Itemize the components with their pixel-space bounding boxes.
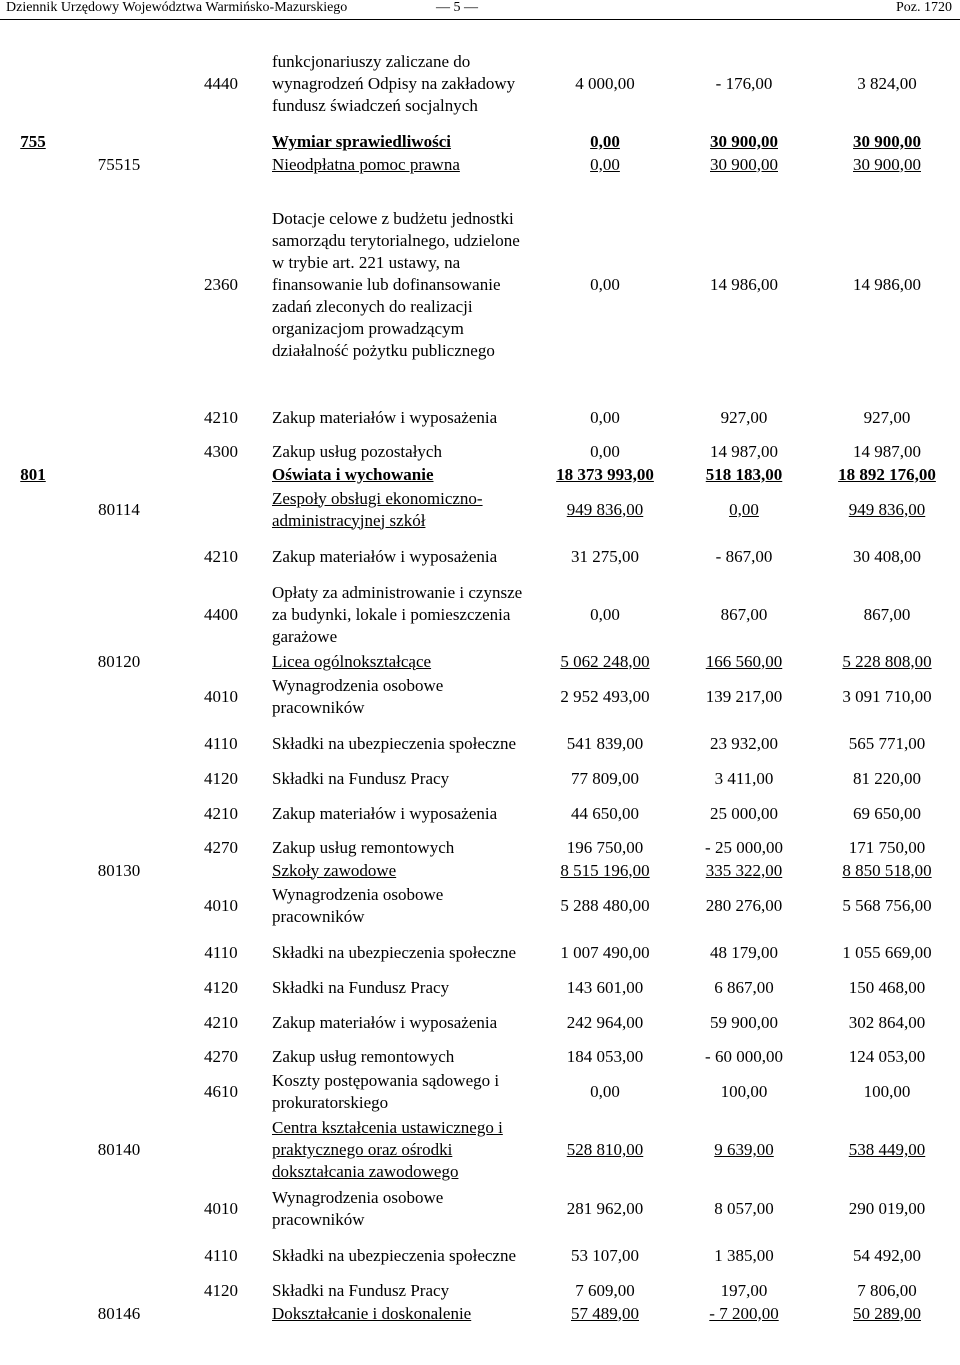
rozdzial-cell: 80114 <box>98 499 140 519</box>
amount-before-cell: 0,00 <box>590 1081 620 1101</box>
name-cell: funkcjonariuszy zaliczane do wynagrodzeń Odpisy na zakładowy fundusz świadczeń socjalnych <box>272 52 516 115</box>
amount-before-cell: 2 952 493,00 <box>560 686 650 706</box>
rozdzial-cell <box>66 533 172 580</box>
rozdzial-cell <box>66 1046 172 1068</box>
paragraf-cell: 4110 <box>204 733 238 753</box>
amount-before-cell: 281 962,00 <box>566 1198 644 1218</box>
amount-change-cell: 59 900,00 <box>710 1012 778 1032</box>
amount-before-cell: 53 107,00 <box>571 1245 639 1265</box>
dzial-cell: 801 <box>20 464 46 484</box>
rozdzial-cell <box>66 463 172 486</box>
dzial-cell <box>0 720 66 767</box>
table-row <box>0 929 960 976</box>
dzial-cell <box>0 176 66 394</box>
table-row <box>0 1068 960 1115</box>
amount-before-cell: 44 650,00 <box>571 803 639 823</box>
paragraf-cell <box>172 1115 270 1185</box>
table-row <box>0 463 960 486</box>
name-cell: Wynagrodzenia osobowe pracowników <box>272 884 444 926</box>
amount-after-cell: 538 449,00 <box>848 1140 926 1159</box>
amount-before-cell: 949 836,00 <box>566 499 644 519</box>
table-row <box>0 999 960 1046</box>
rozdzial-cell <box>66 176 172 394</box>
amount-after-cell: 50 289,00 <box>853 1303 921 1323</box>
amount-after-cell: 1 055 669,00 <box>842 942 932 962</box>
amount-before-cell: 242 964,00 <box>566 1012 644 1032</box>
budget-rows <box>0 38 960 1325</box>
amount-before-cell: 5 062 248,00 <box>560 651 650 671</box>
name-cell: Oświata i wychowanie <box>272 464 434 484</box>
dzial-cell <box>0 859 66 882</box>
amount-change-cell: 9 639,00 <box>714 1140 774 1159</box>
amount-change-cell: 1 385,00 <box>714 1245 774 1265</box>
amount-change-cell: 197,00 <box>720 1280 768 1300</box>
amount-before-cell: 31 275,00 <box>571 546 639 566</box>
amount-before-cell: 0,00 <box>590 154 620 174</box>
amount-before-cell: 196 750,00 <box>566 838 644 857</box>
name-cell: Szkoły zawodowe <box>272 860 397 880</box>
rozdzial-cell: 80120 <box>97 651 141 671</box>
name-cell: Dotacje celowe z budżetu jednostki samorządu terytorialnego, udzielone w trybie art. 221 ustawy, na finansowanie lub dofinansowanie zadań zleconych do realizacji organizacjom prowadzącym działalność pożytku publicznego <box>272 209 520 360</box>
table-row <box>0 176 960 394</box>
amount-after-cell: 7 806,00 <box>857 1280 917 1300</box>
rozdzial-cell <box>66 882 172 929</box>
paragraf-cell: 4440 <box>204 74 238 93</box>
paragraf-cell: 4120 <box>204 1280 238 1300</box>
dzial-cell <box>0 1046 66 1068</box>
name-cell: Składki na ubezpieczenia społeczne <box>272 1245 517 1265</box>
rozdzial-cell <box>66 837 172 859</box>
dzial-cell <box>0 790 66 837</box>
name-cell: Wymiar sprawiedliwości <box>272 131 451 151</box>
budget-table <box>0 38 960 1325</box>
name-cell: Zakup materiałów i wyposażenia <box>272 407 498 427</box>
paragraf-cell: 4010 <box>204 895 238 915</box>
dzial-cell <box>0 673 66 720</box>
paragraf-cell: 4300 <box>204 442 238 461</box>
table-row <box>0 837 960 859</box>
paragraf-cell: 4010 <box>204 1198 238 1218</box>
paragraf-cell: 4270 <box>204 838 238 857</box>
amount-after-cell: 18 892 176,00 <box>838 464 936 484</box>
amount-change-cell: 6 867,00 <box>714 977 774 997</box>
amount-after-cell: 14 987,00 <box>853 442 921 461</box>
amount-before-cell: 528 810,00 <box>566 1140 644 1159</box>
amount-change-cell: 23 932,00 <box>710 733 778 753</box>
amount-before-cell: 541 839,00 <box>566 733 644 753</box>
table-row <box>0 533 960 580</box>
paragraf-cell: 2360 <box>204 275 238 294</box>
table-row <box>0 580 960 650</box>
amount-change-cell: - 25 000,00 <box>705 838 783 857</box>
table-row <box>0 790 960 837</box>
journal-title: Dziennik Urzędowy Województwa Warmińsko-Mazurskiego <box>6 0 348 15</box>
dzial-cell: 755 <box>20 131 46 151</box>
dzial-cell <box>0 1115 66 1185</box>
dzial-cell <box>0 1068 66 1115</box>
dzial-cell <box>0 767 66 790</box>
name-cell: Składki na ubezpieczenia społeczne <box>272 733 517 753</box>
amount-change-cell: 100,00 <box>720 1081 768 1101</box>
paragraf-cell: 4120 <box>204 768 238 788</box>
rozdzial-cell <box>66 1068 172 1115</box>
name-cell: Wynagrodzenia osobowe pracowników <box>272 1187 444 1229</box>
amount-after-cell: 30 900,00 <box>853 131 921 151</box>
amount-after-cell: 949 836,00 <box>848 499 926 519</box>
rozdzial-cell: 80146 <box>97 1303 141 1323</box>
rozdzial-cell <box>66 1232 172 1279</box>
name-cell: Opłaty za administrowanie i czynsze za budynki, lokale i pomieszczenia garażowe <box>272 583 523 646</box>
rozdzial-cell <box>66 720 172 767</box>
amount-change-cell: 14 987,00 <box>710 442 778 461</box>
name-cell: Zakup materiałów i wyposażenia <box>272 546 498 566</box>
paragraf-cell <box>172 153 270 176</box>
amount-after-cell: 5 568 756,00 <box>842 895 932 915</box>
rozdzial-cell <box>66 767 172 790</box>
paragraf-cell: 4010 <box>204 686 238 706</box>
paragraf-cell: 4210 <box>204 546 238 566</box>
paragraf-cell <box>172 486 270 533</box>
dzial-cell <box>0 837 66 859</box>
name-cell: Składki na Fundusz Pracy <box>272 768 450 788</box>
position-number: Poz. 1720 <box>896 0 952 15</box>
amount-change-cell: 25 000,00 <box>710 803 778 823</box>
amount-before-cell: 0,00 <box>590 131 620 151</box>
table-row <box>0 130 960 153</box>
dzial-cell <box>0 999 66 1046</box>
name-cell: Składki na ubezpieczenia społeczne <box>272 942 517 962</box>
amount-change-cell: 30 900,00 <box>710 154 778 174</box>
rozdzial-cell: 80130 <box>97 860 141 880</box>
name-cell: Zakup usług remontowych <box>272 1047 455 1066</box>
dzial-cell <box>0 38 66 130</box>
dzial-cell <box>0 1232 66 1279</box>
dzial-cell <box>0 580 66 650</box>
amount-after-cell: 8 850 518,00 <box>842 860 932 880</box>
page-header <box>0 0 960 20</box>
amount-change-cell: 30 900,00 <box>710 131 778 151</box>
amount-change-cell: 518 183,00 <box>705 464 783 484</box>
rozdzial-cell <box>66 130 172 153</box>
paragraf-cell: 4210 <box>204 407 238 427</box>
dzial-cell <box>0 882 66 929</box>
amount-after-cell: 69 650,00 <box>853 803 921 823</box>
table-row <box>0 1115 960 1185</box>
name-cell: Licea ogólnokształcące <box>272 651 432 671</box>
name-cell: Składki na Fundusz Pracy <box>272 1280 450 1300</box>
paragraf-cell <box>172 130 270 153</box>
amount-change-cell: - 867,00 <box>715 546 773 566</box>
amount-before-cell: 7 609,00 <box>575 1280 635 1300</box>
paragraf-cell: 4270 <box>204 1047 238 1066</box>
dzial-cell <box>0 1279 66 1302</box>
table-row <box>0 38 960 130</box>
dzial-cell <box>0 441 66 463</box>
amount-before-cell: 4 000,00 <box>575 74 635 93</box>
amount-after-cell: 3 091 710,00 <box>842 686 932 706</box>
table-row <box>0 882 960 929</box>
rozdzial-cell: 80140 <box>97 1140 141 1159</box>
rozdzial-cell <box>66 929 172 976</box>
dzial-cell <box>0 929 66 976</box>
rozdzial-cell <box>66 673 172 720</box>
dzial-cell <box>0 976 66 999</box>
table-row <box>0 673 960 720</box>
table-row <box>0 486 960 533</box>
name-cell: Składki na Fundusz Pracy <box>272 977 450 997</box>
amount-after-cell: 100,00 <box>863 1081 911 1101</box>
name-cell: Wynagrodzenia osobowe pracowników <box>272 675 444 717</box>
name-cell: Zakup materiałów i wyposażenia <box>272 803 498 823</box>
amount-after-cell: 81 220,00 <box>853 768 921 788</box>
rozdzial-cell <box>66 394 172 441</box>
amount-after-cell: 124 053,00 <box>848 1047 926 1066</box>
dzial-cell <box>0 394 66 441</box>
rozdzial-cell <box>66 580 172 650</box>
table-row <box>0 1279 960 1302</box>
table-row <box>0 650 960 673</box>
amount-before-cell: 18 373 993,00 <box>556 464 654 484</box>
amount-after-cell: 565 771,00 <box>848 733 926 753</box>
paragraf-cell <box>172 463 270 486</box>
amount-after-cell: 54 492,00 <box>853 1245 921 1265</box>
amount-before-cell: 8 515 196,00 <box>560 860 650 880</box>
paragraf-cell <box>172 859 270 882</box>
paragraf-cell: 4110 <box>204 1245 238 1265</box>
amount-before-cell: 0,00 <box>590 442 620 461</box>
amount-after-cell: 3 824,00 <box>857 74 917 93</box>
rozdzial-cell <box>66 999 172 1046</box>
amount-change-cell: 867,00 <box>720 605 768 624</box>
amount-after-cell: 290 019,00 <box>848 1198 926 1218</box>
paragraf-cell: 4210 <box>204 803 238 823</box>
rozdzial-cell <box>66 976 172 999</box>
amount-before-cell: 0,00 <box>590 407 620 427</box>
table-row <box>0 1046 960 1068</box>
table-row <box>0 976 960 999</box>
amount-change-cell: - 60 000,00 <box>705 1047 783 1066</box>
table-row <box>0 441 960 463</box>
paragraf-cell: 4610 <box>204 1081 238 1101</box>
name-cell: Dokształcanie i doskonalenie <box>272 1303 472 1323</box>
table-row <box>0 153 960 176</box>
amount-after-cell: 171 750,00 <box>848 838 926 857</box>
amount-after-cell: 14 986,00 <box>853 275 921 294</box>
table-row <box>0 1302 960 1325</box>
table-row <box>0 767 960 790</box>
dzial-cell <box>0 1302 66 1325</box>
rozdzial-cell <box>66 38 172 130</box>
amount-before-cell: 77 809,00 <box>571 768 639 788</box>
amount-after-cell: 30 900,00 <box>853 154 921 174</box>
paragraf-cell <box>172 1302 270 1325</box>
amount-after-cell: 150 468,00 <box>848 977 926 997</box>
amount-change-cell: 14 986,00 <box>710 275 778 294</box>
paragraf-cell: 4120 <box>204 977 238 997</box>
amount-after-cell: 867,00 <box>863 605 911 624</box>
amount-change-cell: 335 322,00 <box>705 860 783 880</box>
paragraf-cell <box>172 650 270 673</box>
name-cell: Zakup usług remontowych <box>272 838 455 857</box>
paragraf-cell: 4210 <box>204 1012 238 1032</box>
amount-change-cell: 0,00 <box>729 499 759 519</box>
rozdzial-cell <box>66 1185 172 1232</box>
rozdzial-cell: 75515 <box>97 154 141 174</box>
amount-before-cell: 5 288 480,00 <box>560 895 650 915</box>
table-row <box>0 859 960 882</box>
amount-before-cell: 57 489,00 <box>571 1303 639 1323</box>
amount-before-cell: 1 007 490,00 <box>560 942 650 962</box>
dzial-cell <box>0 533 66 580</box>
amount-after-cell: 30 408,00 <box>853 546 921 566</box>
table-row <box>0 720 960 767</box>
table-row <box>0 394 960 441</box>
name-cell: Koszty postępowania sądowego i prokuratorskiego <box>272 1070 500 1112</box>
name-cell: Nieodpłatna pomoc prawna <box>272 154 460 174</box>
amount-change-cell: 166 560,00 <box>705 651 783 671</box>
amount-before-cell: 143 601,00 <box>566 977 644 997</box>
amount-change-cell: 927,00 <box>720 407 768 427</box>
amount-change-cell: 3 411,00 <box>714 768 774 788</box>
amount-change-cell: 280 276,00 <box>705 895 783 915</box>
name-cell: Zespoły obsługi ekonomiczno-administracyjnej szkół <box>272 488 483 530</box>
rozdzial-cell <box>66 1279 172 1302</box>
paragraf-cell: 4110 <box>204 942 238 962</box>
amount-after-cell: 5 228 808,00 <box>842 651 932 671</box>
name-cell: Zakup usług pozostałych <box>272 442 442 461</box>
table-row <box>0 1185 960 1232</box>
dzial-cell <box>0 486 66 533</box>
amount-change-cell: - 176,00 <box>715 74 773 93</box>
name-cell: Zakup materiałów i wyposażenia <box>272 1012 498 1032</box>
table-row <box>0 1232 960 1279</box>
amount-change-cell: 48 179,00 <box>710 942 778 962</box>
dzial-cell <box>0 1185 66 1232</box>
paragraf-cell: 4400 <box>204 605 238 624</box>
amount-after-cell: 927,00 <box>863 407 911 427</box>
name-cell: Centra kształcenia ustawicznego i praktycznego oraz ośrodki dokształcania zawodowego <box>272 1118 503 1181</box>
amount-before-cell: 184 053,00 <box>566 1047 644 1066</box>
amount-change-cell: 139 217,00 <box>705 686 783 706</box>
rozdzial-cell <box>66 790 172 837</box>
dzial-cell <box>0 153 66 176</box>
amount-change-cell: 8 057,00 <box>714 1198 774 1218</box>
rozdzial-cell <box>66 441 172 463</box>
amount-change-cell: - 7 200,00 <box>709 1303 779 1323</box>
amount-after-cell: 302 864,00 <box>848 1012 926 1032</box>
amount-before-cell: 0,00 <box>590 275 620 294</box>
dzial-cell <box>0 650 66 673</box>
page-number: — 5 — <box>436 0 478 15</box>
amount-before-cell: 0,00 <box>590 605 620 624</box>
